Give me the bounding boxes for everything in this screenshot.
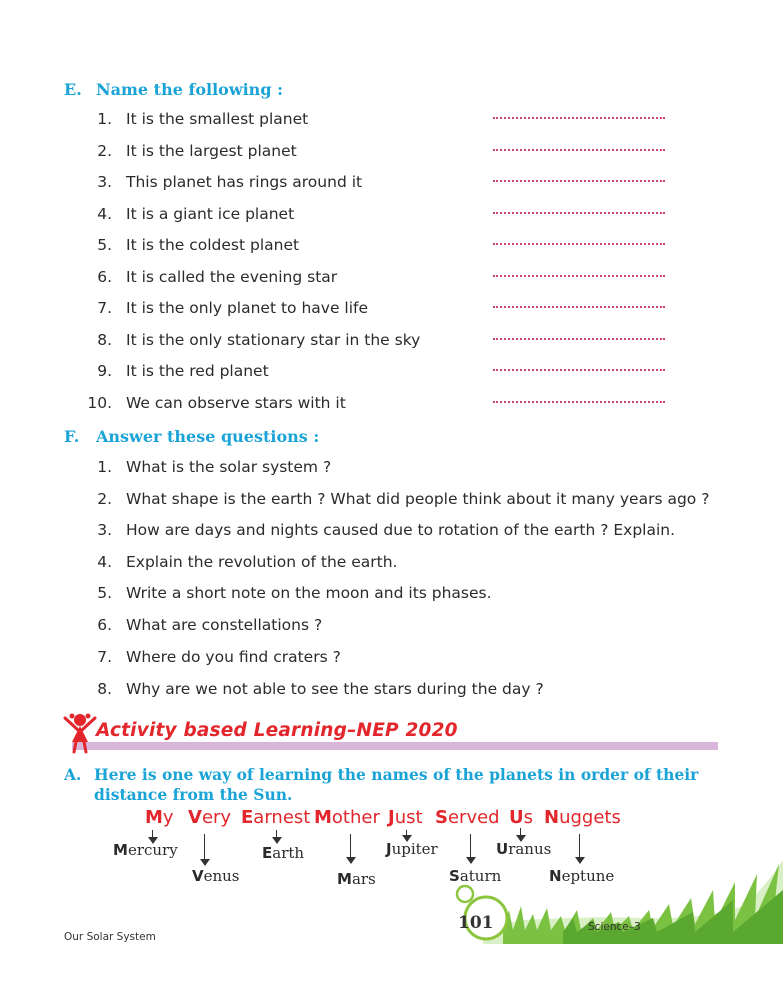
list-item bbox=[80, 328, 680, 352]
section-a-line1: Here is one way of learning the names of the planets in order of their bbox=[94, 765, 699, 784]
item-text: How are days and nights caused due to rotation of the earth ? Explain. bbox=[126, 521, 676, 539]
item-number: 10. bbox=[87, 394, 112, 412]
item-number: 2. bbox=[97, 142, 112, 160]
list-item bbox=[80, 455, 680, 479]
item-text: This planet has rings around it bbox=[126, 173, 363, 191]
item-text: It is the only planet to have life bbox=[126, 299, 369, 317]
list-item bbox=[80, 391, 680, 415]
mnemonic-word: Served bbox=[435, 807, 500, 828]
item-text: Why are we not able to see the stars during the day ? bbox=[126, 680, 544, 698]
planet-name: Jupiter bbox=[386, 840, 438, 858]
item-number: 2. bbox=[97, 490, 112, 508]
mnemonic-word: Us bbox=[509, 807, 534, 828]
list-item bbox=[80, 581, 680, 605]
mnemonic-word: Mother bbox=[314, 807, 380, 828]
list-item bbox=[80, 677, 680, 701]
item-number: 4. bbox=[97, 205, 112, 223]
list-item bbox=[80, 139, 680, 163]
item-text: We can observe stars with it bbox=[126, 394, 346, 412]
planet-name: Saturn bbox=[449, 867, 502, 885]
item-number: 9. bbox=[97, 362, 112, 380]
item-text: Where do you find craters ? bbox=[126, 648, 341, 666]
down-arrow-icon bbox=[346, 834, 356, 864]
planet-name: Uranus bbox=[496, 840, 552, 858]
list-item bbox=[80, 233, 680, 257]
list-item bbox=[80, 170, 680, 194]
item-text: It is the smallest planet bbox=[126, 110, 309, 128]
planet-name: Neptune bbox=[549, 867, 615, 885]
list-item bbox=[80, 265, 680, 289]
answer-blank[interactable] bbox=[493, 180, 665, 182]
activity-title: Activity based Learning–NEP 2020 bbox=[96, 720, 462, 741]
list-item bbox=[80, 550, 680, 574]
item-text: It is the largest planet bbox=[126, 142, 297, 160]
activity-band bbox=[72, 742, 718, 750]
list-item bbox=[80, 202, 680, 226]
planet-name: Mars bbox=[337, 870, 376, 888]
section-e-heading bbox=[64, 80, 283, 99]
item-number: 3. bbox=[97, 521, 112, 539]
list-item bbox=[80, 487, 710, 511]
section-e-title: Name the following : bbox=[96, 80, 283, 99]
mnemonic-word: Nuggets bbox=[544, 807, 621, 828]
list-item bbox=[80, 296, 680, 320]
item-number: 4. bbox=[97, 553, 112, 571]
answer-blank[interactable] bbox=[493, 306, 665, 308]
section-f-heading bbox=[64, 427, 319, 446]
item-text: What are constellations ? bbox=[126, 616, 323, 634]
activity-banner bbox=[62, 718, 722, 758]
item-number: 7. bbox=[97, 299, 112, 317]
item-number: 7. bbox=[97, 648, 112, 666]
answer-blank[interactable] bbox=[493, 369, 665, 371]
answer-blank[interactable] bbox=[493, 401, 665, 403]
planet-name: Earth bbox=[262, 844, 305, 862]
page-number: 101 bbox=[458, 913, 494, 933]
item-number: 5. bbox=[97, 584, 112, 602]
answer-blank[interactable] bbox=[493, 275, 665, 277]
item-text: It is the red planet bbox=[126, 362, 269, 380]
planet-name: Mercury bbox=[113, 841, 178, 859]
mnemonic-word: Just bbox=[388, 807, 423, 828]
item-text: Explain the revolution of the earth. bbox=[126, 553, 398, 571]
answer-blank[interactable] bbox=[493, 149, 665, 151]
list-item bbox=[80, 107, 680, 131]
item-text: It is called the evening star bbox=[126, 268, 338, 286]
mnemonic-word: Earnest bbox=[241, 807, 311, 828]
list-item bbox=[80, 359, 680, 383]
item-number: 6. bbox=[97, 616, 112, 634]
down-arrow-icon bbox=[272, 830, 282, 844]
mnemonic-word: My bbox=[145, 807, 174, 828]
chapter-title: Our Solar System bbox=[64, 931, 156, 943]
down-arrow-icon bbox=[200, 834, 210, 866]
item-number: 8. bbox=[97, 331, 112, 349]
list-item bbox=[80, 518, 680, 542]
item-number: 5. bbox=[97, 236, 112, 254]
book-title: Science–3 bbox=[588, 921, 641, 933]
child-figure-icon bbox=[62, 712, 98, 752]
item-number: 6. bbox=[97, 268, 112, 286]
section-a-instruction bbox=[64, 765, 724, 805]
section-f-letter: F. bbox=[64, 427, 80, 446]
item-number: 8. bbox=[97, 680, 112, 698]
item-text: What is the solar system ? bbox=[126, 458, 332, 476]
answer-blank[interactable] bbox=[493, 117, 665, 119]
item-text: It is the only stationary star in the sky bbox=[126, 331, 421, 349]
answer-blank[interactable] bbox=[493, 212, 665, 214]
item-text: What shape is the earth ? What did people think about it many years ago ? bbox=[126, 490, 710, 508]
item-text: Write a short note on the moon and its phases. bbox=[126, 584, 492, 602]
item-number: 3. bbox=[97, 173, 112, 191]
planet-name: Venus bbox=[192, 867, 240, 885]
item-number: 1. bbox=[97, 110, 112, 128]
answer-blank[interactable] bbox=[493, 243, 665, 245]
item-number: 1. bbox=[97, 458, 112, 476]
item-text: It is the coldest planet bbox=[126, 236, 300, 254]
item-text: It is a giant ice planet bbox=[126, 205, 295, 223]
mnemonic-word: Very bbox=[188, 807, 232, 828]
section-f-title: Answer these questions : bbox=[96, 427, 320, 446]
section-a-line2: distance from the Sun. bbox=[94, 785, 293, 804]
section-a-letter: A. bbox=[64, 765, 82, 784]
list-item bbox=[80, 645, 680, 669]
list-item bbox=[80, 613, 680, 637]
answer-blank[interactable] bbox=[493, 338, 665, 340]
section-e-letter: E. bbox=[64, 80, 82, 99]
